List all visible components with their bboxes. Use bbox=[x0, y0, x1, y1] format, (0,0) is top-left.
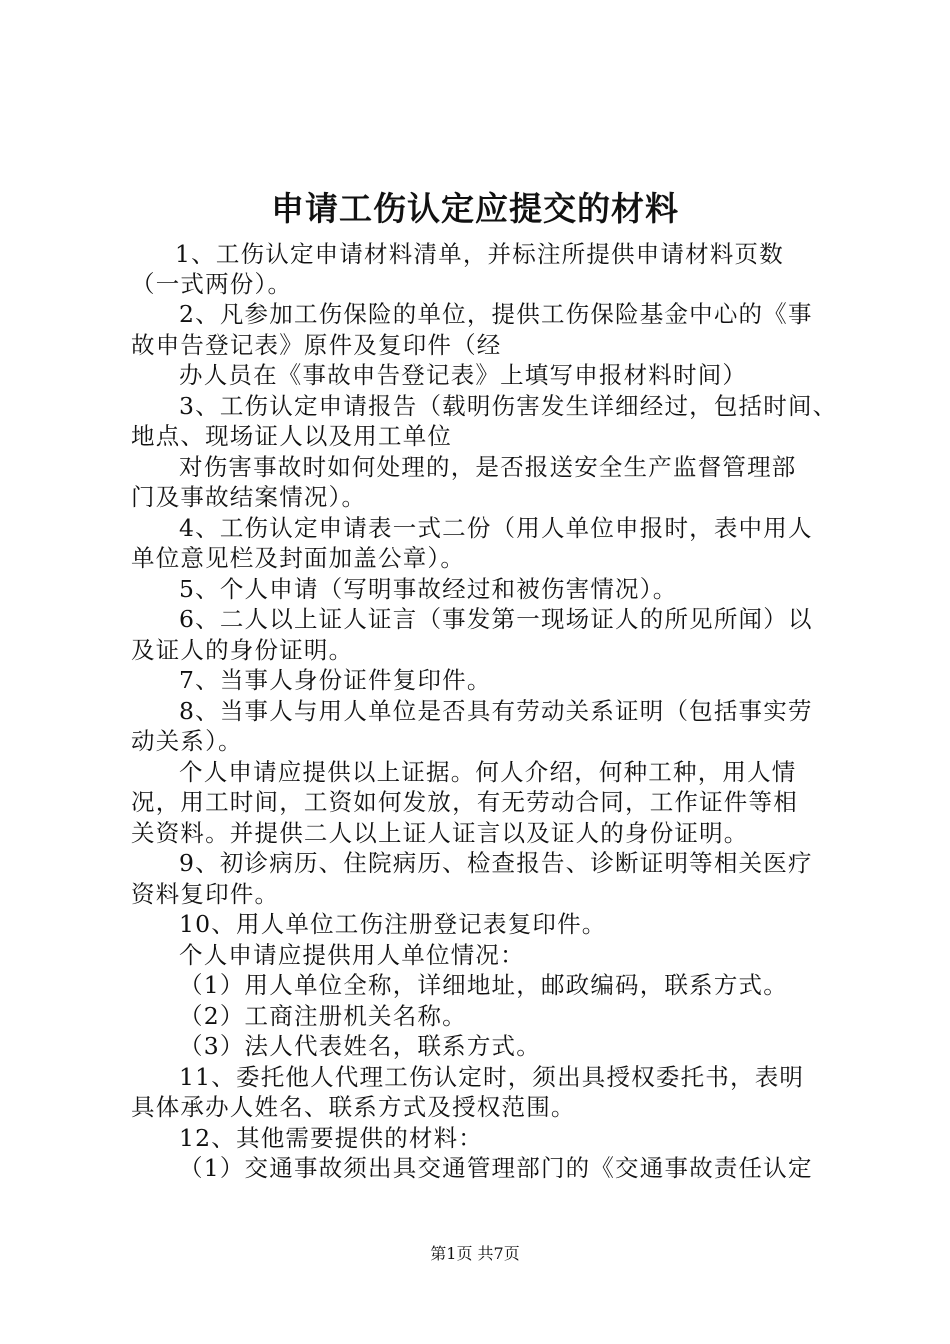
text-line: 及证人的身份证明。 bbox=[131, 636, 354, 664]
text-line: 9、初诊病历、住院病历、检查报告、诊断证明等相关医疗 bbox=[179, 849, 813, 877]
document-title: 申请工伤认定应提交的材料 bbox=[271, 189, 679, 228]
text-line: 办人员在《事故申告登记表》上填写申报材料时间） bbox=[179, 361, 748, 389]
text-line: （1）用人单位全称，详细地址，邮政编码，联系方式。 bbox=[179, 971, 788, 999]
text-line: （2）工商注册机关名称。 bbox=[179, 1002, 467, 1030]
text-line: 6、二人以上证人证言（事发第一现场证人的所见所闻）以 bbox=[179, 605, 813, 633]
text-line: 3、工伤认定申请报告（载明伤害发生详细经过，包括时间、 bbox=[179, 392, 838, 420]
text-line: 门及事故结案情况）。 bbox=[131, 483, 367, 511]
text-line: 2、凡参加工伤保险的单位，提供工伤保险基金中心的《事 bbox=[179, 300, 813, 328]
text-line: 对伤害事故时如何处理的，是否报送安全生产监督管理部 bbox=[179, 453, 797, 481]
text-line: 5、个人申请（写明事故经过和被伤害情况）。 bbox=[179, 575, 678, 603]
text-line: 动关系）。 bbox=[131, 727, 243, 755]
text-line: 个人申请应提供以上证据。何人介绍，何种工种，用人情 bbox=[179, 758, 797, 786]
text-line: 具体承办人姓名、联系方式及授权范围。 bbox=[131, 1093, 576, 1121]
text-line: 12、其他需要提供的材料： bbox=[179, 1124, 484, 1152]
text-line: 1、工伤认定申请材料清单，并标注所提供申请材料页数 bbox=[175, 240, 784, 268]
text-line: 7、当事人身份证件复印件。 bbox=[179, 666, 492, 694]
text-line: 故申告登记表》原件及复印件（经 bbox=[131, 331, 502, 359]
text-line: 地点、现场证人以及用工单位 bbox=[131, 422, 453, 450]
text-line: 单位意见栏及封面加盖公章）。 bbox=[131, 544, 466, 572]
text-line: （一式两份）。 bbox=[131, 270, 293, 298]
text-line: 况，用工时间，工资如何发放，有无劳动合同，工作证件等相 bbox=[131, 788, 798, 816]
text-line: 8、当事人与用人单位是否具有劳动关系证明（包括事实劳 bbox=[179, 697, 813, 725]
text-line: 4、工伤认定申请表一式二份（用人单位申报时，表中用人 bbox=[179, 514, 813, 542]
text-line: 资料复印件。 bbox=[131, 880, 280, 908]
text-line: 个人申请应提供用人单位情况： bbox=[179, 941, 525, 969]
text-line: 关资料。并提供二人以上证人证言以及证人的身份证明。 bbox=[131, 819, 749, 847]
text-line: 10、用人单位工伤注册登记表复印件。 bbox=[179, 910, 607, 938]
page-footer: 第1页 共7页 bbox=[430, 1244, 520, 1263]
text-line: 11、委托他人代理工伤认定时，须出具授权委托书，表明 bbox=[179, 1063, 805, 1091]
text-line: （1）交通事故须出具交通管理部门的《交通事故责任认定 bbox=[179, 1154, 813, 1182]
text-line: （3）法人代表姓名，联系方式。 bbox=[179, 1032, 541, 1060]
